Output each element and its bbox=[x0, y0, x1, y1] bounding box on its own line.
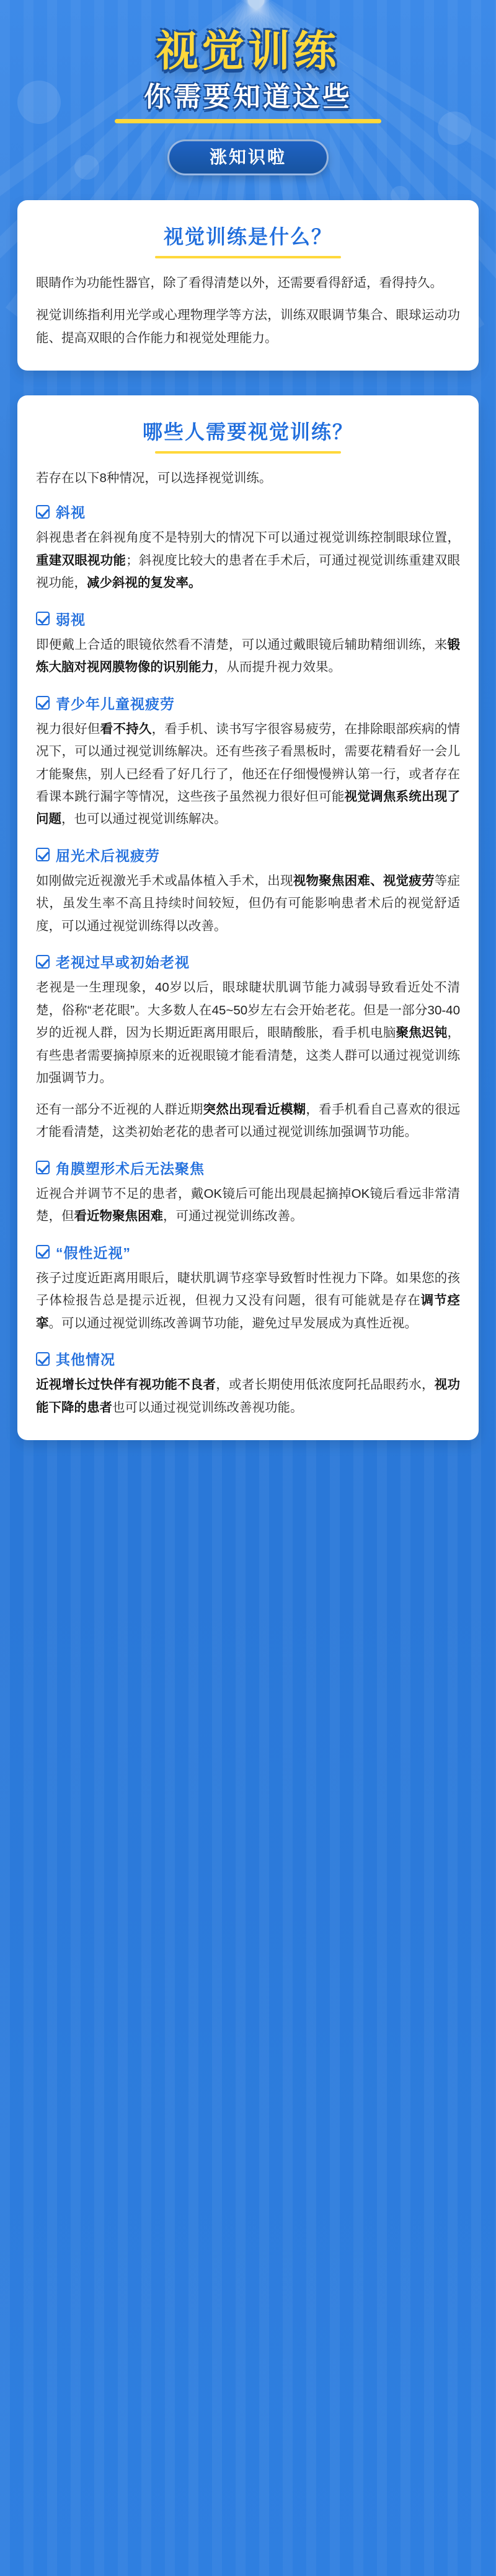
list-item-header bbox=[36, 845, 460, 865]
list-item-header bbox=[36, 951, 460, 972]
list-item-body bbox=[36, 718, 460, 831]
checkbox-checked-icon bbox=[36, 1161, 50, 1174]
condition-list bbox=[36, 501, 460, 1419]
checkbox-checked-icon bbox=[36, 1352, 50, 1366]
page-subtitle: 你需要知道这些 bbox=[144, 82, 352, 113]
list-item bbox=[36, 1348, 460, 1419]
list-item-title: “假性近视” bbox=[56, 1244, 131, 1261]
list-item-title: 青少年儿童视疲劳 bbox=[56, 695, 175, 712]
title-underline bbox=[115, 119, 381, 123]
list-item bbox=[36, 693, 460, 831]
list-item bbox=[36, 951, 460, 1143]
card-who-needs-vision-training bbox=[17, 395, 479, 1440]
page-title: 视觉训练 bbox=[156, 28, 340, 75]
list-item-header bbox=[36, 693, 460, 713]
list-item bbox=[36, 1158, 460, 1228]
checkbox-checked-icon bbox=[36, 1245, 50, 1259]
card1-paragraph: 眼睛作为功能性器官，除了看得清楚以外，还需要看得舒适，看得持久。 bbox=[36, 275, 443, 290]
checkbox-checked-icon bbox=[36, 505, 50, 519]
list-item-paragraph: 老视是一生理现象，40岁以后，眼球睫状肌调节能力减弱导致看近处不清楚，俗称“老花眼”。大多数人在45~50岁左右会开始老花。但是一部分30-40岁的近视人群，因为长期近距离用眼后，眼睛酸胀，看手机电脑聚焦迟钝，有些患者需要摘掉原来的近视眼镜才能看清楚，这类人群可以通过视觉训练加强调节力。 bbox=[36, 980, 460, 1086]
list-item-body bbox=[36, 977, 460, 1143]
checkbox-checked-icon bbox=[36, 955, 50, 969]
list-item-title: 弱视 bbox=[56, 611, 86, 628]
list-item-header bbox=[36, 501, 460, 522]
card1-paragraph: 视觉训练指利用光学或心理物理学等方法，训练双眼调节集合、眼球运动功能、提高双眼的合作能力和视觉处理能力。 bbox=[36, 308, 460, 345]
checkbox-checked-icon bbox=[36, 612, 50, 625]
list-item-title: 角膜塑形术后无法聚焦 bbox=[56, 1160, 205, 1177]
card2-intro: 若存在以下8种情况，可以选择视觉训练。 bbox=[36, 471, 272, 486]
list-item-title: 老视过早或初始老视 bbox=[56, 954, 190, 971]
list-item-paragraph: 近视增长过快伴有视功能不良者，或者长期使用低浓度阿托品眼药水，视功能下降的患者也可以通过视觉训练改善视功能。 bbox=[36, 1378, 460, 1415]
list-item bbox=[36, 501, 460, 594]
list-item-header bbox=[36, 609, 460, 629]
list-item-header bbox=[36, 1158, 460, 1178]
list-item-body bbox=[36, 870, 460, 938]
list-item-header bbox=[36, 1348, 460, 1369]
list-item bbox=[36, 609, 460, 679]
card1-title-underline bbox=[155, 256, 341, 258]
checkbox-checked-icon bbox=[36, 848, 50, 861]
card2-title-underline bbox=[155, 451, 341, 454]
poster-header bbox=[0, 0, 496, 175]
list-item-title: 斜视 bbox=[56, 504, 86, 521]
list-item-title: 屈光术后视疲劳 bbox=[56, 847, 160, 864]
list-item-body bbox=[36, 1267, 460, 1335]
card2-title: 哪些人需要视觉训练？ bbox=[142, 421, 353, 444]
list-item bbox=[36, 845, 460, 938]
card-what-is-vision-training bbox=[17, 200, 479, 371]
list-item bbox=[36, 1242, 460, 1335]
list-item-paragraph: 即便戴上合适的眼镜依然看不清楚，可以通过戴眼镜后辅助精细训练，来锻炼大脑对视网膜物像的识别能力，从而提升视力效果。 bbox=[36, 637, 460, 675]
list-item-paragraph: 还有一部分不近视的人群近期突然出现看近模糊，看手机看自己喜欢的很远才能看清楚，这类初始老花的患者可以通过视觉训练加强调节功能。 bbox=[36, 1102, 460, 1140]
list-item-body bbox=[36, 527, 460, 594]
list-item-paragraph: 如刚做完近视激光手术或晶体植入手术，出现视物聚焦困难、视觉疲劳等症状，虽发生率不高且持续时间较短，但仍有可能影响患者术后的视觉舒适度，可以通过视觉训练得以改善。 bbox=[36, 873, 460, 933]
list-item-body bbox=[36, 1374, 460, 1419]
ribbon-badge: 涨知识啦 bbox=[167, 139, 329, 175]
list-item-paragraph: 近视合并调节不足的患者，戴OK镜后可能出现晨起摘掉OK镜后看远非常清楚，但看近物聚焦困难，可通过视觉训练改善。 bbox=[36, 1186, 460, 1224]
list-item-header bbox=[36, 1242, 460, 1262]
card1-title: 视觉训练是什么？ bbox=[163, 225, 332, 248]
list-item-title: 其他情况 bbox=[56, 1352, 115, 1368]
list-item-body bbox=[36, 634, 460, 679]
checkbox-checked-icon bbox=[36, 696, 50, 710]
list-item-body bbox=[36, 1183, 460, 1228]
list-item-paragraph: 孩子过度近距离用眼后，睫状肌调节痉挛导致暂时性视力下降。如果您的孩子体检报告总是提示近视，但视力又没有问题，很有可能就是存在调节痉挛。可以通过视觉训练改善调节功能，避免过早发展成为真性近视。 bbox=[36, 1270, 461, 1330]
list-item-paragraph: 视力很好但看不持久，看手机、读书写字很容易疲劳，在排除眼部疾病的情况下，可以通过视觉训练解决。还有些孩子看黑板时，需要花精看好一会儿才能聚焦，别人已经看了好几行了，他还在仔细慢慢辨认第一行，或者存在看课本跳行漏字等情况，这些孩子虽然视力很好但可能视觉调焦系统出现了问题，也可以通过视觉训练解决。 bbox=[36, 721, 460, 827]
list-item-paragraph: 斜视患者在斜视角度不是特别大的情况下可以通过视觉训练控制眼球位置，重建双眼视功能；斜视度比较大的患者在手术后，可通过视觉训练重建双眼视功能，减少斜视的复发率。 bbox=[36, 530, 460, 591]
